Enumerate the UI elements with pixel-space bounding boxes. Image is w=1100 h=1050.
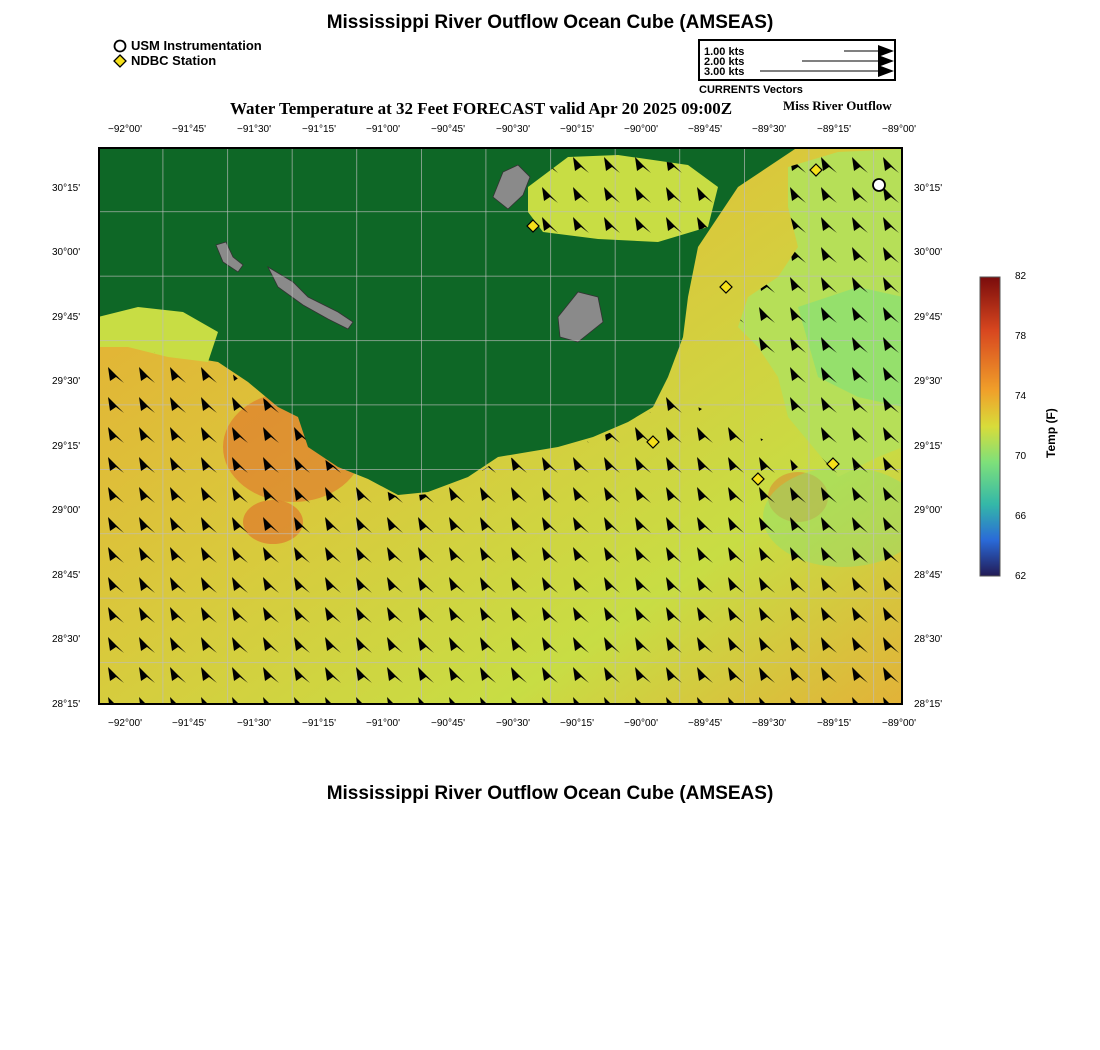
lon-tick: −89°30'	[752, 718, 786, 729]
lon-tick: −90°00'	[624, 718, 658, 729]
lat-tick: 29°00'	[914, 505, 943, 516]
colorbar-tick: 66	[1015, 511, 1027, 522]
lat-ticks-right	[914, 0, 954, 1050]
vector-arrows	[700, 41, 894, 79]
lat-tick: 28°15'	[52, 699, 81, 710]
lon-tick: −89°15'	[817, 124, 851, 135]
lat-tick: 29°30'	[914, 376, 943, 387]
lat-tick: 29°30'	[52, 376, 81, 387]
legend-ndbc-label: NDBC Station	[131, 53, 217, 68]
lon-tick: −91°30'	[237, 718, 271, 729]
page-title-bottom: Mississippi River Outflow Ocean Cube (AMSEAS)	[326, 783, 774, 804]
lon-tick: −91°45'	[172, 124, 206, 135]
lat-tick: 28°30'	[914, 634, 943, 645]
lat-tick: 29°00'	[52, 505, 81, 516]
lon-tick: −89°45'	[688, 124, 722, 135]
legend-ndbc	[113, 53, 216, 68]
lon-tick: −90°30'	[496, 124, 530, 135]
lon-tick: −91°45'	[172, 718, 206, 729]
lat-tick: 30°15'	[914, 183, 943, 194]
vector-caption: CURRENTS Vectors	[699, 84, 803, 96]
lat-tick: 28°45'	[52, 570, 81, 581]
legend-usm-label: USM Instrumentation	[131, 38, 262, 53]
colorbar	[978, 276, 1004, 578]
page-title: Mississippi River Outflow Ocean Cube (AMSEAS)	[326, 12, 774, 33]
region-label: Miss River Outflow	[783, 98, 892, 113]
lon-tick: −91°30'	[237, 124, 271, 135]
vector-reference-box	[698, 39, 896, 81]
lon-tick: −89°00'	[882, 718, 916, 729]
lon-tick: −90°45'	[431, 124, 465, 135]
map-subtitle: Water Temperature at 32 Feet FORECAST valid Apr 20 2025 09:00Z	[230, 99, 733, 118]
map-canvas	[98, 147, 903, 705]
lat-tick: 30°00'	[914, 247, 943, 258]
vector-label-2: 2.00 kts	[704, 56, 745, 68]
colorbar-title: Temp (F)	[1044, 408, 1058, 458]
lon-tick: −90°15'	[560, 718, 594, 729]
lon-tick: −91°00'	[366, 718, 400, 729]
legend-usm	[113, 38, 262, 53]
colorbar-tick: 62	[1015, 571, 1027, 582]
colorbar-tick: 78	[1015, 331, 1027, 342]
lon-tick: −92°00'	[108, 124, 142, 135]
lat-tick: 29°15'	[914, 441, 943, 452]
lat-tick: 30°00'	[52, 247, 81, 258]
lat-tick: 28°45'	[914, 570, 943, 581]
lon-tick: −90°45'	[431, 718, 465, 729]
vector-label-1: 1.00 kts	[704, 46, 745, 58]
lon-tick: −91°00'	[366, 124, 400, 135]
lon-tick: −91°15'	[302, 124, 336, 135]
lat-tick: 28°15'	[914, 699, 943, 710]
lon-tick: −90°15'	[560, 124, 594, 135]
lon-tick: −90°30'	[496, 718, 530, 729]
lat-tick: 29°45'	[914, 312, 943, 323]
colorbar-tick: 74	[1015, 391, 1027, 402]
lon-tick: −90°00'	[624, 124, 658, 135]
ndbc-diamond-icon	[113, 54, 127, 68]
vector-label-3: 3.00 kts	[704, 66, 745, 78]
colorbar-tick: 70	[1015, 451, 1027, 462]
lon-tick: −89°15'	[817, 718, 851, 729]
usm-circle-icon	[113, 39, 127, 53]
lat-tick: 29°45'	[52, 312, 81, 323]
lat-tick: 28°30'	[52, 634, 81, 645]
lon-tick: −89°00'	[882, 124, 916, 135]
lat-tick: 29°15'	[52, 441, 81, 452]
lon-tick: −91°15'	[302, 718, 336, 729]
lon-tick: −92°00'	[108, 718, 142, 729]
lat-ticks-left	[52, 0, 92, 1050]
lon-tick: −89°30'	[752, 124, 786, 135]
colorbar-tick: 82	[1015, 271, 1027, 282]
usm-instrument	[873, 179, 885, 191]
lon-tick: −89°45'	[688, 718, 722, 729]
lat-tick: 30°15'	[52, 183, 81, 194]
